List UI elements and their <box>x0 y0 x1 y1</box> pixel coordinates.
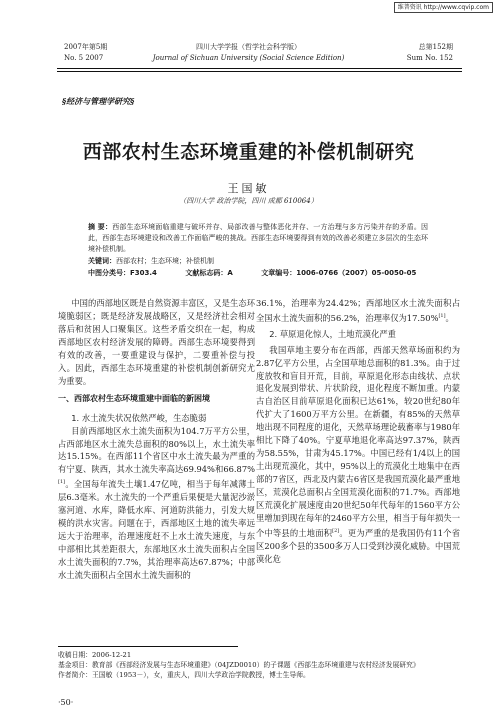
abstract-label: 摘 要： <box>88 223 113 231</box>
sum-number-en: Sum No. 152 <box>406 54 453 62</box>
section-heading-1: 一、西部农村生态环境重建中面临的新困境 <box>58 393 210 403</box>
subsection-heading-1: 1. 水土流失状况依然严峻，生态脆弱 <box>71 412 207 423</box>
keywords <box>88 256 214 266</box>
section-tag: §经济与管理学研究§ <box>62 96 135 106</box>
header-rule-thick <box>57 68 462 69</box>
classification-line <box>88 268 442 278</box>
author-bio: 作者简介：王国敏（1953－），女，重庆人，四川大学政治学院教授，博士生导师。 <box>58 671 310 679</box>
citation-ref: [1] <box>58 479 66 486</box>
paragraph-text: 我国草地主要分布在西部，西部天然草场面积约为2.87亿平方公里，占全国草地总面积的81.3%。由于过度放牧和盲目开荒，目前，草原退化形态由线状、点状退化发展到带状、片状阶段，退化程度不断加重。内蒙古自治区目前草原退化面积已达61%，较20世纪80年代扩大了1600万平方公里。在新疆，有85%的天然草地出现不同程度的退化，天然草场理论载畜率与1980年相比下降了40%。宁夏草地退化率高达97.37%，陕西为58.55%，甘肃为45.17%。中国已经有1/4以上的国土出现荒漠化，其中，95%以上的荒漠化土地集中在西部的7省区，西北及内蒙古6省区是我国荒漠化最严重地区，荒漠化总面积占全国荒漠化面积的71.7%。西部地区荒漠化扩展速度由20世纪50年代每年的1560平方公里增加到现在每年的2460平方公里，相当于每年损失一个中等县的土地面积 <box>256 344 460 538</box>
body-right-column <box>256 297 460 566</box>
body-paragraph <box>256 344 460 566</box>
received-date: 收稿日期：2006-12-21 <box>58 651 132 659</box>
page-number: ·50· <box>58 698 74 707</box>
body-paragraph <box>58 425 255 582</box>
paragraph-text-cont: 。全国每年流失土壤1.47亿吨，相当于每年减薄土层6.3毫米。水土流失的一个严重后果便是大量泥沙淤塞河道、水库，降低水库、河道防洪能力，引发大规模的洪水灾害。问题在于，西部地区土地的流失率远远大于治理率，治理速度赶不上水土流失速度，与东中部相比其差距很大，东部地区水土流失面积占全国水土流失面积的7.7%，其治理率高达67.87%；中部水土流失面积占全国水土流失面积的 <box>58 479 255 580</box>
citation-ref: [1] <box>438 312 446 319</box>
header-rule-thin <box>57 71 462 72</box>
issue-cn: 2007年第5期 <box>64 43 108 51</box>
subsection-heading-2: 2. 草原退化惊人，土地荒漠化严重 <box>269 328 396 339</box>
sum-number <box>407 42 453 64</box>
paragraph-text: 36.1%，治理率为24.42%；西部地区水土流失面积占全国水土流失面积的56.2%，治理率仅为17.50% <box>256 298 460 323</box>
author-name: 王国敏 <box>227 182 270 195</box>
document-code: 文献标志码：A <box>185 269 233 277</box>
article-number: 文章编号：1006-0766（2007）05-0050-05 <box>261 269 417 277</box>
clc-number: 中图分类号：F303.4 <box>88 269 157 277</box>
body-left-column <box>58 297 255 582</box>
fund-info: 基金项目：教育部《西部经济发展与生态环境重建》（04JZD0010）的子课题《西部生态环境重建与农村经济发展研究》 <box>58 661 420 669</box>
footnote-block <box>58 650 462 680</box>
journal-name-cn: 四川大学学报（哲学社会科学版） <box>196 43 301 51</box>
citation-ref: [2] <box>332 527 340 534</box>
paragraph-text-cont: 。更为严重的是我国仍有11个省区200多个县的3500多万人口受到沙漠化威胁。中国荒漠化危 <box>256 527 460 564</box>
journal-name-en: Journal of Sichuan University (Social Science Edition) <box>152 54 345 62</box>
paragraph-text-cont: 。 <box>445 312 454 323</box>
sum-number-cn: 总第152期 <box>418 43 453 51</box>
abstract-text: 西部生态环境面临重建与破坏并存、局部改善与整体恶化并存、一方治理与多方污染并存的矛盾。因此，西部生态环境建设和改善工作面临严峻的挑战。西部生态环境要得到有效的改善必须建立多层次的生态环境补偿机制。 <box>88 223 429 253</box>
article-title: 西部农村生态环境重建的补偿机制研究 <box>82 141 415 163</box>
abstract <box>88 222 428 255</box>
body-paragraph <box>256 297 460 325</box>
keywords-text: 西部农村；生态环境；补偿机制 <box>116 257 214 265</box>
paragraph-text: 目前西部地区水土流失面积为104.7万平方公里，占西部地区水土流失总面积的80%以上，水土流失率达15.15%。在西部11个省区中水土流失最为严重的有宁夏、陕西，其水土流失率高达69.94%和66.87% <box>58 425 255 475</box>
source-watermark: 维普资讯 http://www.cqvip.com <box>394 2 493 13</box>
issue-en: No. 5 2007 <box>64 54 104 62</box>
author-affiliation: （四川大学 政治学院，四川 成都 610064） <box>179 197 318 205</box>
intro-paragraph: 中国的西部地区既是自然资源丰富区，又是生态环境脆弱区；既是经济发展战略区，又是经济社会相对落后和贫困人口聚集区。这些矛盾交织在一起，构成西部地区农村经济发展的障碍。西部生态环境要得到有效的改善，一要重建设与保护，二要重补偿与投入。因此，西部生态环境重建的补偿机制创新研究尤为重要。 <box>58 298 255 386</box>
footnote-rule <box>58 646 238 647</box>
keywords-label: 关键词： <box>88 257 116 265</box>
